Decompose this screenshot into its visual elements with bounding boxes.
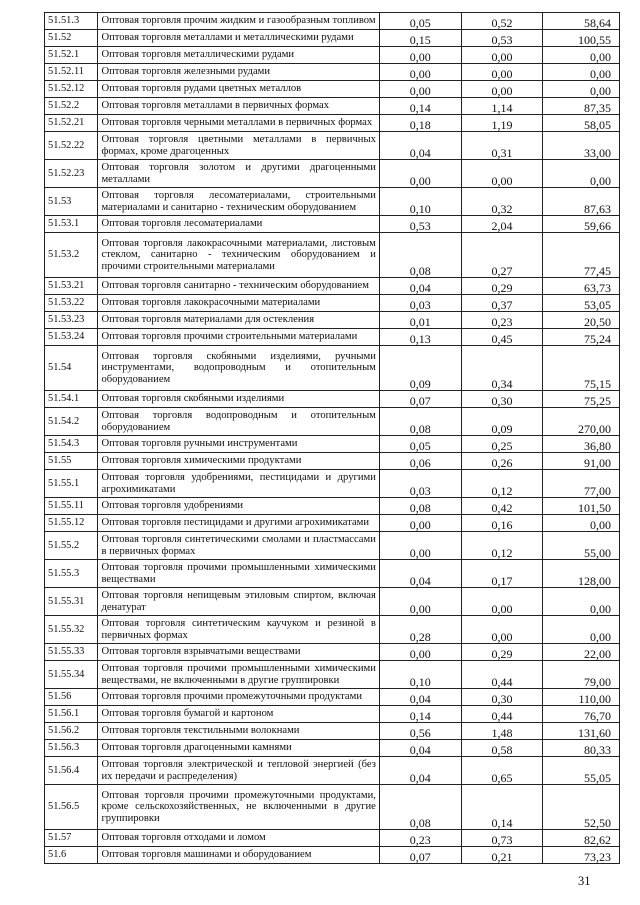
row-value-3: 55,00	[543, 532, 620, 560]
row-code: 51.54	[45, 346, 98, 391]
table-row	[45, 132, 620, 160]
row-code: 51.54.2	[45, 408, 98, 436]
row-value-2: 0,00	[461, 616, 543, 644]
row-name: Оптовая торговля цветными металлами в первичных формах, кроме драгоценных	[98, 132, 379, 160]
row-code: 51.54.3	[45, 436, 98, 453]
table-row	[45, 532, 620, 560]
table-row	[45, 757, 620, 785]
row-name: Оптовая торговля взрывчатыми веществами	[98, 644, 379, 661]
row-value-3: 59,66	[543, 216, 620, 233]
table-row	[45, 830, 620, 847]
row-value-3: 63,73	[543, 278, 620, 295]
row-value-1: 0,07	[379, 391, 461, 408]
row-value-3: 33,00	[543, 132, 620, 160]
row-value-1: 0,00	[379, 47, 461, 64]
table-row	[45, 408, 620, 436]
row-value-2: 1,19	[461, 115, 543, 132]
row-value-2: 0,29	[461, 278, 543, 295]
row-value-1: 0,05	[379, 436, 461, 453]
row-value-2: 0,53	[461, 30, 543, 47]
row-code: 51.55.2	[45, 532, 98, 560]
row-value-2: 0,65	[461, 757, 543, 785]
table-row	[45, 278, 620, 295]
row-name: Оптовая торговля прочим жидким и газообразным топливом	[98, 13, 379, 30]
row-code: 51.54.1	[45, 391, 98, 408]
row-code: 51.55.34	[45, 661, 98, 689]
row-name: Оптовая торговля железными рудами	[98, 64, 379, 81]
row-code: 51.51.3	[45, 13, 98, 30]
row-value-2: 0,00	[461, 81, 543, 98]
row-code: 51.55.33	[45, 644, 98, 661]
row-value-2: 2,04	[461, 216, 543, 233]
row-name: Оптовая торговля металлическими рудами	[98, 47, 379, 64]
row-value-1: 0,05	[379, 13, 461, 30]
table-row	[45, 115, 620, 132]
row-name: Оптовая торговля прочими промышленными химическими веществами	[98, 560, 379, 588]
table-row	[45, 470, 620, 498]
row-value-3: 75,15	[543, 346, 620, 391]
row-value-2: 0,00	[461, 64, 543, 81]
row-name: Оптовая торговля ручными инструментами	[98, 436, 379, 453]
row-value-1: 0,00	[379, 588, 461, 616]
row-value-2: 0,00	[461, 47, 543, 64]
row-code: 51.56.3	[45, 740, 98, 757]
row-name: Оптовая торговля драгоценными камнями	[98, 740, 379, 757]
row-value-3: 82,62	[543, 830, 620, 847]
row-value-2: 0,17	[461, 560, 543, 588]
row-value-2: 0,21	[461, 847, 543, 864]
row-name: Оптовая торговля санитарно - техническим оборудованием	[98, 278, 379, 295]
row-code: 51.55.3	[45, 560, 98, 588]
table-row	[45, 740, 620, 757]
row-value-1: 0,28	[379, 616, 461, 644]
row-code: 51.52.11	[45, 64, 98, 81]
row-name: Оптовая торговля прочими строительными материалами	[98, 329, 379, 346]
row-name: Оптовая торговля водопроводным и отопительным оборудованием	[98, 408, 379, 436]
table-row	[45, 30, 620, 47]
row-value-3: 20,50	[543, 312, 620, 329]
page-number: 31	[578, 874, 591, 888]
row-name: Оптовая торговля химическими продуктами	[98, 453, 379, 470]
row-value-3: 0,00	[543, 160, 620, 188]
row-value-1: 0,15	[379, 30, 461, 47]
row-value-1: 0,08	[379, 408, 461, 436]
row-code: 51.53	[45, 188, 98, 216]
row-code: 51.56	[45, 689, 98, 706]
table-row	[45, 436, 620, 453]
table-row	[45, 346, 620, 391]
table-row	[45, 160, 620, 188]
table-row	[45, 723, 620, 740]
row-value-3: 55,05	[543, 757, 620, 785]
row-value-1: 0,04	[379, 689, 461, 706]
row-value-1: 0,53	[379, 216, 461, 233]
row-value-3: 58,64	[543, 13, 620, 30]
row-value-1: 0,10	[379, 188, 461, 216]
row-name: Оптовая торговля золотом и другими драгоценными металлами	[98, 160, 379, 188]
row-code: 51.52.1	[45, 47, 98, 64]
row-value-2: 0,34	[461, 346, 543, 391]
row-value-1: 0,14	[379, 706, 461, 723]
row-code: 51.56.2	[45, 723, 98, 740]
row-code: 51.53.23	[45, 312, 98, 329]
row-value-2: 0,16	[461, 515, 543, 532]
data-table	[44, 12, 620, 864]
row-name: Оптовая торговля машинами и оборудованием	[98, 847, 379, 864]
row-name: Оптовая торговля металлами в первичных формах	[98, 98, 379, 115]
row-name: Оптовая торговля материалами для остекления	[98, 312, 379, 329]
table-row	[45, 233, 620, 278]
row-code: 51.52	[45, 30, 98, 47]
row-code: 51.55.12	[45, 515, 98, 532]
row-value-3: 131,60	[543, 723, 620, 740]
row-code: 51.55	[45, 453, 98, 470]
row-value-2: 0,29	[461, 644, 543, 661]
row-name: Оптовая торговля лакокрасочными материалами	[98, 295, 379, 312]
row-value-1: 0,08	[379, 233, 461, 278]
row-name: Оптовая торговля удобрениями, пестицидами и другими агрохимикатами	[98, 470, 379, 498]
row-value-1: 0,13	[379, 329, 461, 346]
table-row	[45, 560, 620, 588]
row-value-1: 0,00	[379, 160, 461, 188]
row-value-3: 36,80	[543, 436, 620, 453]
row-value-3: 0,00	[543, 616, 620, 644]
row-value-2: 0,52	[461, 13, 543, 30]
row-value-1: 0,14	[379, 98, 461, 115]
row-value-1: 0,01	[379, 312, 461, 329]
row-name: Оптовая торговля синтетическими смолами и пластмассами в первичных формах	[98, 532, 379, 560]
row-value-1: 0,04	[379, 560, 461, 588]
row-code: 51.56.5	[45, 785, 98, 830]
document-page	[44, 12, 620, 864]
table-row	[45, 706, 620, 723]
row-code: 51.53.21	[45, 278, 98, 295]
row-code: 51.55.1	[45, 470, 98, 498]
row-value-3: 0,00	[543, 64, 620, 81]
row-value-3: 22,00	[543, 644, 620, 661]
row-value-3: 58,05	[543, 115, 620, 132]
row-value-1: 0,56	[379, 723, 461, 740]
table-row	[45, 785, 620, 830]
row-value-3: 128,00	[543, 560, 620, 588]
row-value-3: 75,24	[543, 329, 620, 346]
row-name: Оптовая торговля черными металлами в первичных формах	[98, 115, 379, 132]
row-code: 51.55.31	[45, 588, 98, 616]
row-value-1: 0,06	[379, 453, 461, 470]
row-name: Оптовая торговля прочими промежуточными продуктами, кроме сельскохозяйственных, не включенными в другие группировки	[98, 785, 379, 830]
row-value-3: 110,00	[543, 689, 620, 706]
table-row	[45, 847, 620, 864]
row-value-2: 1,14	[461, 98, 543, 115]
row-code: 51.6	[45, 847, 98, 864]
row-value-3: 87,63	[543, 188, 620, 216]
row-value-3: 76,70	[543, 706, 620, 723]
table-row	[45, 188, 620, 216]
row-code: 51.55.32	[45, 616, 98, 644]
row-value-3: 0,00	[543, 588, 620, 616]
table-row	[45, 498, 620, 515]
row-value-3: 101,50	[543, 498, 620, 515]
row-value-2: 0,42	[461, 498, 543, 515]
row-value-1: 0,04	[379, 278, 461, 295]
row-value-3: 53,05	[543, 295, 620, 312]
row-code: 51.53.1	[45, 216, 98, 233]
row-name: Оптовая торговля непищевым этиловым спиртом, включая денатурат	[98, 588, 379, 616]
row-name: Оптовая торговля металлами и металлическими рудами	[98, 30, 379, 47]
table-row	[45, 295, 620, 312]
row-value-1: 0,00	[379, 532, 461, 560]
row-name: Оптовая торговля пестицидами и другими агрохимикатами	[98, 515, 379, 532]
row-value-1: 0,18	[379, 115, 461, 132]
row-value-3: 91,00	[543, 453, 620, 470]
row-code: 51.52.23	[45, 160, 98, 188]
table-row	[45, 689, 620, 706]
row-value-3: 79,00	[543, 661, 620, 689]
row-value-1: 0,07	[379, 847, 461, 864]
row-value-2: 0,23	[461, 312, 543, 329]
row-name: Оптовая торговля лакокрасочными материалами, листовым стеклом, санитарно - техническим оборудованием и прочими строительными материалами	[98, 233, 379, 278]
row-value-2: 0,45	[461, 329, 543, 346]
row-name: Оптовая торговля рудами цветных металлов	[98, 81, 379, 98]
row-value-2: 0,44	[461, 706, 543, 723]
row-code: 51.52.12	[45, 81, 98, 98]
row-value-3: 73,23	[543, 847, 620, 864]
row-value-1: 0,04	[379, 740, 461, 757]
table-row	[45, 81, 620, 98]
row-value-2: 0,00	[461, 160, 543, 188]
row-value-1: 0,10	[379, 661, 461, 689]
row-code: 51.52.21	[45, 115, 98, 132]
row-value-2: 0,32	[461, 188, 543, 216]
row-code: 51.56.4	[45, 757, 98, 785]
row-value-2: 0,37	[461, 295, 543, 312]
row-value-3: 270,00	[543, 408, 620, 436]
row-value-1: 0,23	[379, 830, 461, 847]
table-row	[45, 216, 620, 233]
table-row	[45, 64, 620, 81]
table-row	[45, 98, 620, 115]
row-name: Оптовая торговля удобрениями	[98, 498, 379, 515]
row-value-2: 0,00	[461, 588, 543, 616]
row-code: 51.53.2	[45, 233, 98, 278]
row-code: 51.52.22	[45, 132, 98, 160]
table-row	[45, 47, 620, 64]
row-value-3: 77,00	[543, 470, 620, 498]
row-value-2: 0,31	[461, 132, 543, 160]
row-value-3: 0,00	[543, 47, 620, 64]
row-value-2: 0,30	[461, 391, 543, 408]
row-value-2: 0,25	[461, 436, 543, 453]
row-code: 51.56.1	[45, 706, 98, 723]
row-value-2: 0,14	[461, 785, 543, 830]
row-value-2: 0,73	[461, 830, 543, 847]
table-row	[45, 13, 620, 30]
table-row	[45, 644, 620, 661]
row-code: 51.52.2	[45, 98, 98, 115]
row-value-2: 0,44	[461, 661, 543, 689]
table-row	[45, 312, 620, 329]
row-value-3: 52,50	[543, 785, 620, 830]
row-name: Оптовая торговля лесоматериалами	[98, 216, 379, 233]
table-body	[45, 13, 620, 864]
row-value-2: 0,30	[461, 689, 543, 706]
table-row	[45, 515, 620, 532]
row-value-3: 0,00	[543, 81, 620, 98]
row-value-2: 0,26	[461, 453, 543, 470]
row-code: 51.55.11	[45, 498, 98, 515]
table-row	[45, 391, 620, 408]
row-value-3: 87,35	[543, 98, 620, 115]
row-name: Оптовая торговля бумагой и картоном	[98, 706, 379, 723]
row-value-2: 0,12	[461, 470, 543, 498]
row-name: Оптовая торговля скобяными изделиями, ручными инструментами, водопроводным и отопительным оборудованием	[98, 346, 379, 391]
table-row	[45, 329, 620, 346]
row-code: 51.53.22	[45, 295, 98, 312]
row-name: Оптовая торговля скобяными изделиями	[98, 391, 379, 408]
table-row	[45, 616, 620, 644]
row-value-2: 0,12	[461, 532, 543, 560]
table-row	[45, 588, 620, 616]
row-code: 51.57	[45, 830, 98, 847]
row-name: Оптовая торговля прочими промышленными химическими веществами, не включенными в другие группировки	[98, 661, 379, 689]
row-value-1: 0,08	[379, 785, 461, 830]
row-value-2: 0,09	[461, 408, 543, 436]
row-value-3: 77,45	[543, 233, 620, 278]
row-name: Оптовая торговля прочими промежуточными продуктами	[98, 689, 379, 706]
table-row	[45, 453, 620, 470]
row-name: Оптовая торговля электрической и тепловой энергией (без их передачи и распределения)	[98, 757, 379, 785]
row-value-1: 0,00	[379, 644, 461, 661]
row-name: Оптовая торговля синтетическим каучуком и резиной в первичных формах	[98, 616, 379, 644]
row-value-3: 100,55	[543, 30, 620, 47]
row-value-2: 1,48	[461, 723, 543, 740]
row-value-1: 0,00	[379, 515, 461, 532]
row-value-1: 0,00	[379, 64, 461, 81]
row-value-1: 0,09	[379, 346, 461, 391]
row-value-3: 0,00	[543, 515, 620, 532]
row-value-1: 0,00	[379, 81, 461, 98]
row-name: Оптовая торговля отходами и ломом	[98, 830, 379, 847]
row-value-1: 0,03	[379, 295, 461, 312]
row-value-1: 0,03	[379, 470, 461, 498]
row-value-2: 0,27	[461, 233, 543, 278]
row-code: 51.53.24	[45, 329, 98, 346]
row-value-3: 75,25	[543, 391, 620, 408]
row-name: Оптовая торговля лесоматериалами, строительными материалами и санитарно - техническим оборудованием	[98, 188, 379, 216]
row-value-1: 0,08	[379, 498, 461, 515]
row-name: Оптовая торговля текстильными волокнами	[98, 723, 379, 740]
row-value-3: 80,33	[543, 740, 620, 757]
table-row	[45, 661, 620, 689]
row-value-2: 0,58	[461, 740, 543, 757]
row-value-1: 0,04	[379, 132, 461, 160]
row-value-1: 0,04	[379, 757, 461, 785]
